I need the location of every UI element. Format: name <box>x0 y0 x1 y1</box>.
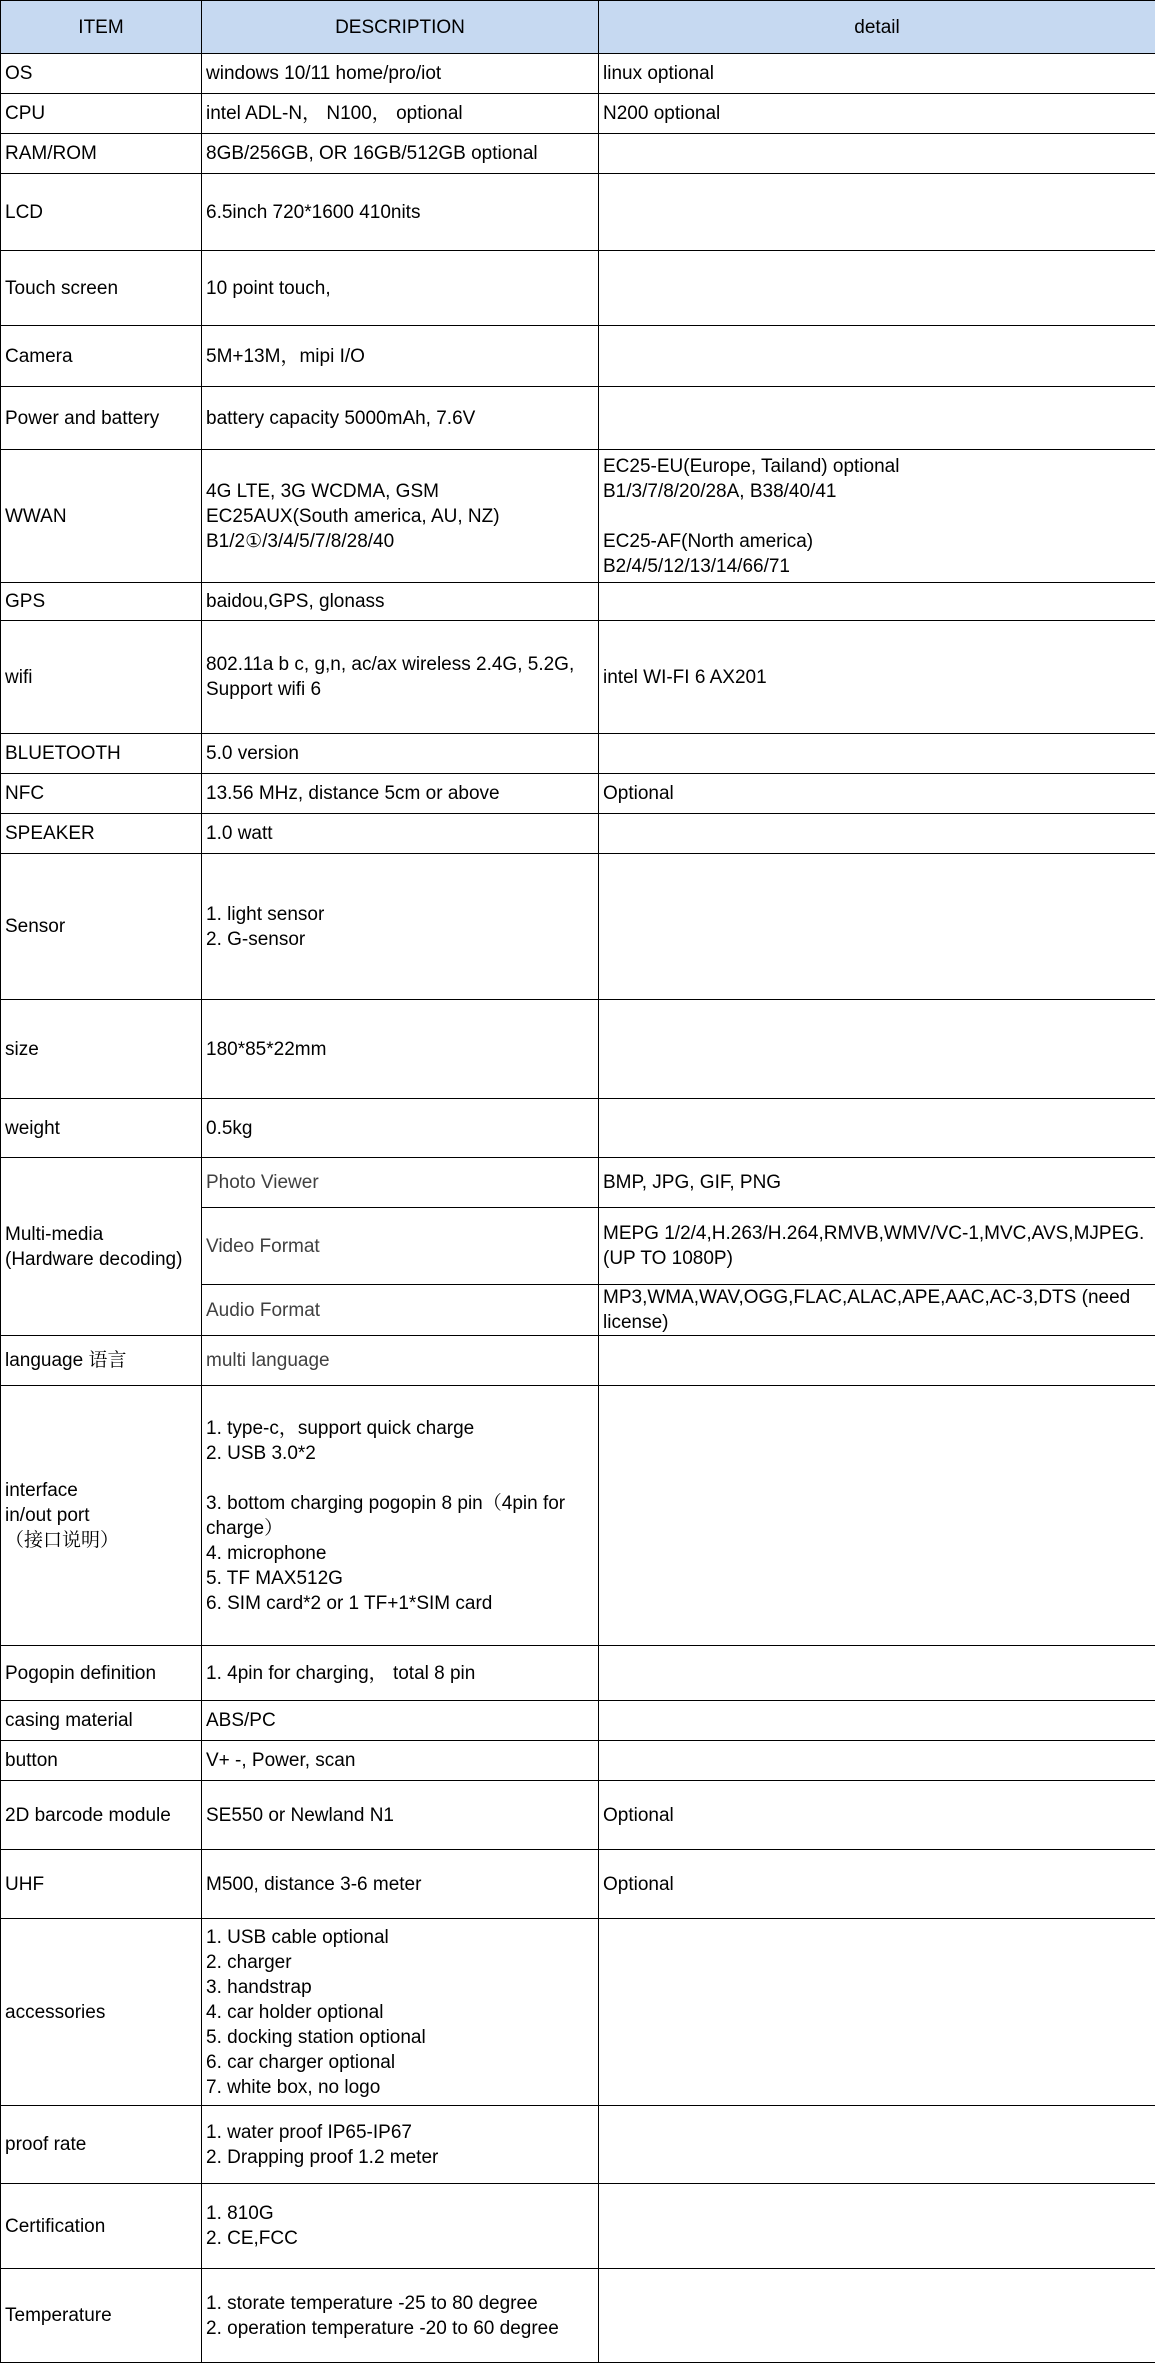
row-item: BLUETOOTH <box>1 734 202 774</box>
row-detail <box>599 1000 1155 1099</box>
row-detail: intel WI-FI 6 AX201 <box>599 621 1155 734</box>
row-description: 1.0 watt <box>202 814 599 854</box>
row-description: 5M+13M，mipi I/O <box>202 326 599 387</box>
row-detail: Optional <box>599 1850 1155 1919</box>
table-row <box>1 387 1155 450</box>
table-row <box>1 1158 1155 1208</box>
row-description: M500, distance 3-6 meter <box>202 1850 599 1919</box>
row-item: wifi <box>1 621 202 734</box>
language-item-cell <box>1 1336 202 1386</box>
multimedia-photo-detail: BMP, JPG, GIF, PNG <box>599 1158 1155 1208</box>
row-detail: Optional <box>599 1781 1155 1850</box>
row-detail: EC25-EU(Europe, Tailand) optional B1/3/7/8/20/28A, B38/40/41 EC25-AF(North america) B2/4/5/12/13/14/66/71 <box>599 450 1155 583</box>
row-description: battery capacity 5000mAh, 7.6V <box>202 387 599 450</box>
row-detail <box>599 387 1155 450</box>
row-description: windows 10/11 home/pro/iot <box>202 54 599 94</box>
row-item: Pogopin definition <box>1 1646 202 1701</box>
row-detail: linux optional <box>599 54 1155 94</box>
row-description: 10 point touch, <box>202 251 599 326</box>
multimedia-audio-detail: MP3,WMA,WAV,OGG,FLAC,ALAC,APE,AAC,AC-3,DTS (need license) <box>599 1285 1155 1336</box>
row-description: 4G LTE, 3G WCDMA, GSM EC25AUX(South america, AU, NZ) B1/2①/3/4/5/7/8/28/40 <box>202 450 599 583</box>
table-row <box>1 583 1155 621</box>
row-item: CPU <box>1 94 202 134</box>
row-description: baidou,GPS, glonass <box>202 583 599 621</box>
table-row <box>1 326 1155 387</box>
table-row <box>1 2184 1155 2269</box>
multimedia-video-description: Video Format <box>202 1208 599 1285</box>
row-item: size <box>1 1000 202 1099</box>
row-detail <box>599 1701 1155 1741</box>
table-row <box>1 1386 1155 1646</box>
header-row <box>1 1 1155 54</box>
table-row <box>1 1099 1155 1158</box>
row-description: 5.0 version <box>202 734 599 774</box>
row-detail <box>599 1919 1155 2106</box>
table-row <box>1 774 1155 814</box>
row-description: SE550 or Newland N1 <box>202 1781 599 1850</box>
row-detail <box>599 326 1155 387</box>
table-row <box>1 251 1155 326</box>
row-detail <box>599 814 1155 854</box>
row-item: SPEAKER <box>1 814 202 854</box>
row-item: UHF <box>1 1850 202 1919</box>
header-item: ITEM <box>1 1 202 54</box>
row-detail <box>599 1099 1155 1158</box>
interface-item-cn: （接口说明） <box>5 1529 120 1551</box>
multimedia-photo-description: Photo Viewer <box>202 1158 599 1208</box>
row-description: 1. USB cable optional 2. charger 3. handstrap 4. car holder optional 5. docking station optional 6. car charger optional 7. white box, no logo <box>202 1919 599 2106</box>
header-description: DESCRIPTION <box>202 1 599 54</box>
language-detail <box>599 1336 1155 1386</box>
row-item: 2D barcode module <box>1 1781 202 1850</box>
row-detail <box>599 1741 1155 1781</box>
row-detail <box>599 174 1155 251</box>
table-row <box>1 94 1155 134</box>
row-description: 13.56 MHz, distance 5cm or above <box>202 774 599 814</box>
row-detail <box>599 734 1155 774</box>
row-description: intel ADL-N， N100， optional <box>202 94 599 134</box>
table-row <box>1 54 1155 94</box>
interface-item-cell <box>1 1386 202 1646</box>
interface-description: 1. type-c，support quick charge 2. USB 3.0*2 3. bottom charging pogopin 8 pin（4pin for charge） 4. microphone 5. TF MAX512G 6. SIM card*2 or 1 TF+1*SIM card <box>202 1386 599 1646</box>
row-detail <box>599 583 1155 621</box>
interface-detail <box>599 1386 1155 1646</box>
table-row <box>1 621 1155 734</box>
table-row <box>1 1646 1155 1701</box>
table-row <box>1 1850 1155 1919</box>
row-item: Sensor <box>1 854 202 1000</box>
table-row <box>1 1741 1155 1781</box>
table-row <box>1 1919 1155 2106</box>
language-item-cn: 语言 <box>88 1349 127 1371</box>
table-row <box>1 1000 1155 1099</box>
row-detail <box>599 1646 1155 1701</box>
header-detail: detail <box>599 1 1155 54</box>
table-row <box>1 854 1155 1000</box>
row-detail <box>599 251 1155 326</box>
multimedia-audio-description: Audio Format <box>202 1285 599 1336</box>
row-item: Touch screen <box>1 251 202 326</box>
row-description: 8GB/256GB, OR 16GB/512GB optional <box>202 134 599 174</box>
table-row <box>1 734 1155 774</box>
row-item: NFC <box>1 774 202 814</box>
row-item: WWAN <box>1 450 202 583</box>
row-detail <box>599 134 1155 174</box>
table-row <box>1 134 1155 174</box>
row-item: OS <box>1 54 202 94</box>
row-description: 1. 810G 2. CE,FCC <box>202 2184 599 2269</box>
row-item: Certification <box>1 2184 202 2269</box>
row-item: proof rate <box>1 2106 202 2184</box>
table-row <box>1 1781 1155 1850</box>
row-description: 180*85*22mm <box>202 1000 599 1099</box>
language-item: language <box>5 1350 84 1371</box>
table-row <box>1 1701 1155 1741</box>
multimedia-video-detail: MEPG 1/2/4,H.263/H.264,RMVB,WMV/VC-1,MVC,AVS,MJPEG. (UP TO 1080P) <box>599 1208 1155 1285</box>
table-row <box>1 1336 1155 1386</box>
row-description: 1. water proof IP65-IP67 2. Drapping proof 1.2 meter <box>202 2106 599 2184</box>
row-description: 802.11a b c, g,n, ac/ax wireless 2.4G, 5.2G, Support wifi 6 <box>202 621 599 734</box>
row-detail <box>599 2184 1155 2269</box>
row-description: 0.5kg <box>202 1099 599 1158</box>
row-item: button <box>1 1741 202 1781</box>
interface-item: interface in/out port <box>5 1480 90 1526</box>
row-item: Temperature <box>1 2269 202 2363</box>
row-description: V+ -, Power, scan <box>202 1741 599 1781</box>
row-item: accessories <box>1 1919 202 2106</box>
table-row <box>1 2269 1155 2363</box>
row-detail <box>599 2106 1155 2184</box>
row-item: Power and battery <box>1 387 202 450</box>
row-description: ABS/PC <box>202 1701 599 1741</box>
row-description: 1. 4pin for charging， total 8 pin <box>202 1646 599 1701</box>
table-row <box>1 814 1155 854</box>
multimedia-item: Multi-media (Hardware decoding) <box>1 1158 202 1336</box>
table-row <box>1 174 1155 251</box>
row-detail <box>599 854 1155 1000</box>
row-detail: N200 optional <box>599 94 1155 134</box>
row-item: LCD <box>1 174 202 251</box>
table-row <box>1 450 1155 583</box>
row-description: 1. storate temperature -25 to 80 degree 2. operation temperature -20 to 60 degree <box>202 2269 599 2363</box>
row-item: RAM/ROM <box>1 134 202 174</box>
row-item: casing material <box>1 1701 202 1741</box>
table-row <box>1 2106 1155 2184</box>
row-description: 6.5inch 720*1600 410nits <box>202 174 599 251</box>
language-description: multi language <box>202 1336 599 1386</box>
row-detail: Optional <box>599 774 1155 814</box>
row-item: GPS <box>1 583 202 621</box>
row-item: Camera <box>1 326 202 387</box>
row-description: 1. light sensor 2. G-sensor <box>202 854 599 1000</box>
row-item: weight <box>1 1099 202 1158</box>
row-detail <box>599 2269 1155 2363</box>
